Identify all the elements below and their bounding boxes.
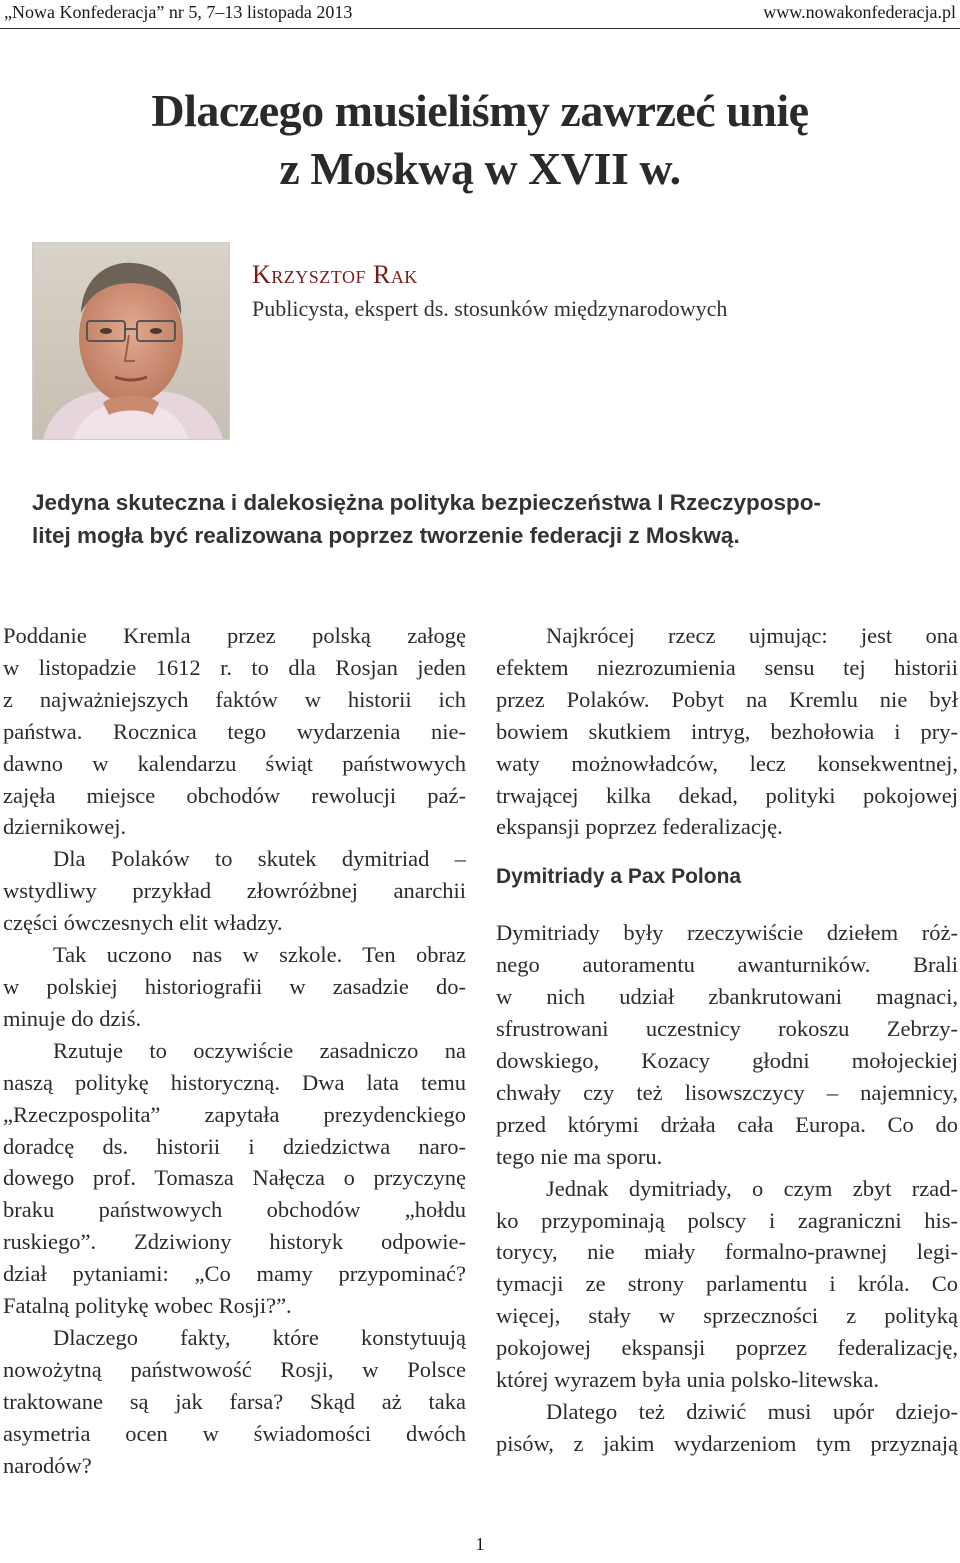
- text-line: torycy, nie miały formalno-prawnej legi-: [496, 1239, 958, 1265]
- running-header: [0, 0, 960, 26]
- text-line: asymetria ocen w świadomości dwóch: [3, 1420, 466, 1446]
- author-photo: [32, 242, 230, 440]
- author-last-rest: ak: [390, 260, 418, 289]
- title-line-2: z Moskwą w XVII w.: [279, 143, 681, 194]
- article-lead: [32, 486, 932, 552]
- text-line: pokojowej ekspansji poprzez federalizację,: [496, 1335, 958, 1361]
- text-line: przed którymi drżała cała Europa. Co do: [496, 1111, 958, 1137]
- text-line: Jednak dymitriady, o czym zbyt rzad-: [546, 1175, 958, 1201]
- text-line: Dlaczego fakty, które konstytuują: [53, 1324, 466, 1350]
- publication-info: „Nowa Konfederacja” nr 5, 7–13 listopada 2013: [4, 2, 353, 22]
- author-first-initial: K: [252, 260, 272, 289]
- text-line: waty możnowładców, lecz konsekwentnej,: [496, 750, 958, 776]
- page-number: 1: [475, 1534, 485, 1554]
- title-line-1: Dlaczego musieliśmy zawrzeć unię: [151, 85, 809, 136]
- author-first-rest: rzysztof: [271, 260, 366, 289]
- text-line: w polskiej historiografii w zasadzie do-: [3, 973, 466, 999]
- text-line: w listopadzie 1612 r. to dla Rosjan jeden: [3, 654, 466, 680]
- author-last-initial: R: [372, 260, 391, 289]
- text-line: naszą politykę historyczną. Dwa lata temu: [3, 1069, 466, 1095]
- text-line: dziernikowej.: [3, 814, 127, 840]
- text-line: narodów?: [3, 1452, 92, 1478]
- text-line: chwały czy też lisowszczycy – najemnicy,: [496, 1079, 958, 1105]
- text-line: dowskiego, Kozacy głodni mołojeckiej: [496, 1047, 958, 1073]
- text-line: z najważniejszych faktów w historii ich: [3, 686, 466, 712]
- left-column: [3, 620, 466, 1481]
- text-line: zajęła miejsce obchodów rewolucji paź-: [3, 782, 466, 808]
- text-line: Poddanie Kremla przez polską załogę: [3, 623, 466, 648]
- text-line: państwa. Rocznica tego wydarzenia nie-: [3, 718, 466, 744]
- lead-line: litej mogła być realizowana poprzez tworzenie federacji z Moskwą.: [32, 523, 740, 548]
- text-line: traktowane są jak farsa? Skąd aż taka: [3, 1388, 466, 1414]
- text-line: tego nie ma sporu.: [496, 1143, 663, 1169]
- text-line: nowożytną państwowość Rosji, w Polsce: [3, 1356, 466, 1382]
- text-line: Tak uczono nas w szkole. Ten obraz: [53, 942, 466, 968]
- text-line: wstydliwy przykład złowróżbnej anarchii: [3, 878, 466, 904]
- lead-line: Jedyna skuteczna i dalekosiężna polityka bezpieczeństwa I Rzeczypospo-: [32, 490, 822, 515]
- text-line: minuje do dziś.: [3, 1005, 142, 1031]
- text-line: Dymitriady były rzeczywiście dziełem róż-: [496, 920, 958, 946]
- author-portrait-image: [33, 243, 229, 439]
- author-name: [252, 260, 418, 290]
- text-line: dział pytaniami: „Co mamy przypominać?: [3, 1261, 466, 1287]
- right-column-intro: [496, 620, 958, 843]
- website-link[interactable]: www.nowakonfederacja.pl: [763, 2, 956, 22]
- text-line: Najkrócej rzecz ujmując: jest ona: [546, 623, 958, 648]
- text-line: nego autoramentu awanturników. Brali: [496, 952, 958, 978]
- text-line: części ówczesnych elit władzy.: [3, 910, 283, 936]
- text-line: pisów, z jakim wydarzeniom tym przyznają: [496, 1430, 958, 1456]
- article-title: [0, 82, 960, 198]
- text-line: przez Polaków. Pobyt na Kremlu nie był: [496, 686, 958, 712]
- section-subheading: Dymitriady a Pax Polona: [496, 865, 742, 889]
- text-line: tymacji ze strony parlamentu i króla. Co: [496, 1271, 958, 1297]
- text-line: Rzutuje to oczywiście zasadniczo na: [53, 1037, 466, 1063]
- text-line: bowiem skutkiem intryg, bezhołowia i pry-: [496, 718, 958, 744]
- text-line: ruskiego”. Zdziwiony historyk odpowie-: [3, 1229, 466, 1255]
- text-line: Fatalną politykę wobec Rosji?”.: [3, 1293, 292, 1319]
- right-column: [496, 620, 958, 1460]
- text-line: ekspansji poprzez federalizację.: [496, 814, 783, 840]
- header-divider: [0, 28, 960, 29]
- text-line: doradcę ds. historii i dziedzictwa naro-: [3, 1133, 466, 1159]
- text-line: braku państwowych obchodów „hołdu: [3, 1197, 466, 1223]
- text-line: dawno w kalendarzu świąt państwowych: [3, 750, 466, 776]
- text-line: w nich udział zbankrutowani magnaci,: [496, 984, 958, 1010]
- text-line: więcej, stały w sprzeczności z polityką: [496, 1303, 958, 1329]
- text-line: sfrustrowani uczestnicy rokoszu Zebrzy-: [496, 1016, 958, 1042]
- text-line: Dlatego też dziwić musi upór dziejo-: [546, 1398, 958, 1424]
- text-line: trwającej kilka dekad, polityki pokojowej: [496, 782, 958, 808]
- author-role: Publicysta, ekspert ds. stosunków międzynarodowych: [252, 296, 728, 321]
- right-column-body: [496, 917, 958, 1459]
- text-line: ko przypominają polscy i zagraniczni his-: [496, 1207, 958, 1233]
- text-line: efektem niezrozumienia sensu tej historii: [496, 654, 958, 680]
- text-line: której wyrazem była unia polsko-litewska.: [496, 1367, 880, 1393]
- text-line: dowego prof. Tomasza Nałęcza o przyczynę: [3, 1165, 466, 1191]
- text-line: Dla Polaków to skutek dymitriad –: [53, 846, 466, 872]
- text-line: „Rzeczpospolita” zapytała prezydenckiego: [3, 1101, 466, 1127]
